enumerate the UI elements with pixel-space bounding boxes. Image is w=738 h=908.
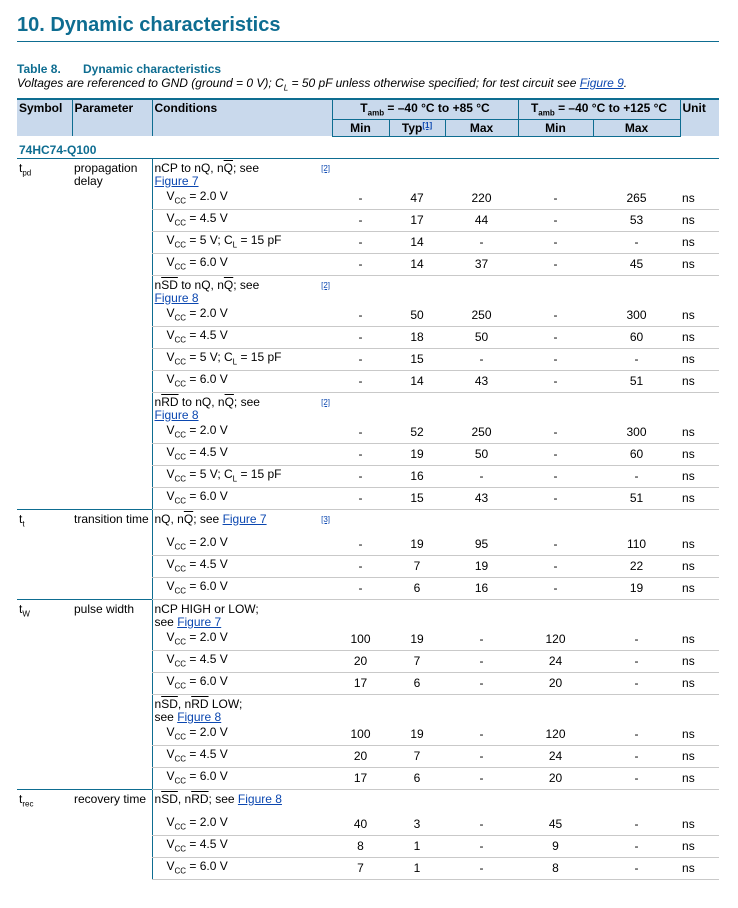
empty-cell [593, 789, 680, 814]
empty-cell [389, 158, 445, 188]
unit-cell: ns [680, 422, 719, 444]
value-min: - [332, 534, 389, 556]
vcc-condition: $V_{CC} = 4.5$ V [152, 443, 332, 465]
unit-cell: ns [680, 209, 719, 231]
table-number: Table 8. [17, 62, 61, 76]
empty-cell [445, 509, 518, 534]
value-min2: - [518, 487, 593, 509]
table-body [17, 136, 719, 879]
empty-cell [593, 158, 680, 188]
header-min: Min [332, 119, 389, 136]
unit-cell: ns [680, 465, 719, 487]
empty-cell [332, 392, 389, 422]
value-max2: 60 [593, 443, 680, 465]
vcc-condition: $V_{CC} = 2.0$ V [152, 305, 332, 327]
unit-cell: ns [680, 487, 719, 509]
value-max2: - [593, 629, 680, 651]
value-typ: 7 [389, 555, 445, 577]
vcc-condition: $V_{CC} = 2.0$ V [152, 724, 332, 746]
condition-row [17, 509, 719, 534]
header-max-125: Max [593, 119, 680, 136]
vcc-condition: $V_{CC} = 6.0$ V [152, 857, 332, 879]
value-min2: - [518, 231, 593, 253]
vcc-condition: $V_{CC} = 5$ V; $C_L = 15$ pF [152, 231, 332, 253]
figure-link[interactable]: Figure 8 [237, 791, 282, 806]
empty-cell [518, 392, 593, 422]
empty-cell [389, 509, 445, 534]
value-max: - [445, 724, 518, 746]
value-typ: 6 [389, 577, 445, 599]
header-conditions: Conditions [152, 99, 332, 136]
value-min: - [332, 422, 389, 444]
value-min2: - [518, 326, 593, 348]
value-max: 43 [445, 487, 518, 509]
parameter-cell: propagation delay [72, 158, 152, 509]
empty-cell [389, 694, 445, 724]
value-max: - [445, 767, 518, 789]
value-min: - [332, 326, 389, 348]
value-typ: 52 [389, 422, 445, 444]
value-min: - [332, 465, 389, 487]
unit-cell: ns [680, 370, 719, 392]
value-max: 95 [445, 534, 518, 556]
empty-cell [389, 275, 445, 305]
value-max: 37 [445, 253, 518, 275]
value-min: 100 [332, 629, 389, 651]
empty-cell [593, 599, 680, 629]
header-min-125: Min [518, 119, 593, 136]
header-tamb-125: $T_{amb} = -40$ °C to +125 °C [518, 99, 680, 119]
value-max: - [445, 857, 518, 879]
value-min2: - [518, 305, 593, 327]
value-min2: - [518, 443, 593, 465]
empty-cell [518, 694, 593, 724]
value-min: - [332, 443, 389, 465]
unit-cell: ns [680, 745, 719, 767]
value-typ: 7 [389, 650, 445, 672]
value-max2: - [593, 465, 680, 487]
figure-link[interactable]: Figure 8 [177, 709, 222, 724]
condition-cell: $n\overline{RD}$ to nQ, $n\overline{Q}$; see Figure 8 [2] [152, 392, 332, 422]
empty-cell [593, 392, 680, 422]
value-max: 50 [445, 326, 518, 348]
value-max2: 110 [593, 534, 680, 556]
empty-cell [445, 275, 518, 305]
value-max: 43 [445, 370, 518, 392]
value-max: 220 [445, 188, 518, 210]
empty-cell [445, 789, 518, 814]
value-typ: 19 [389, 724, 445, 746]
note-ref[interactable]: [3] [321, 514, 330, 524]
value-typ: 19 [389, 443, 445, 465]
empty-cell [680, 599, 719, 629]
value-min: 40 [332, 814, 389, 836]
empty-cell [680, 392, 719, 422]
value-max: - [445, 231, 518, 253]
value-min: - [332, 577, 389, 599]
value-max2: - [593, 650, 680, 672]
vcc-condition: $V_{CC} = 6.0$ V [152, 577, 332, 599]
unit-cell: ns [680, 326, 719, 348]
device-name: 74HC74-Q100 [19, 142, 97, 157]
unit-cell: ns [680, 253, 719, 275]
unit-cell: ns [680, 672, 719, 694]
vcc-condition: $V_{CC} = 4.5$ V [152, 555, 332, 577]
empty-cell [332, 158, 389, 188]
value-min: 8 [332, 835, 389, 857]
empty-cell [389, 599, 445, 629]
value-max: - [445, 465, 518, 487]
value-min: 100 [332, 724, 389, 746]
condition-row [17, 158, 719, 188]
condition-cell: $n\overline{SD}$, $n\overline{RD}$ LOW; see Figure 8 [152, 694, 332, 724]
empty-cell [332, 789, 389, 814]
value-max2: - [593, 857, 680, 879]
value-min: - [332, 305, 389, 327]
value-max: - [445, 348, 518, 370]
value-typ: 19 [389, 629, 445, 651]
vcc-condition: $V_{CC} = 6.0$ V [152, 767, 332, 789]
parameter-cell: recovery time [72, 789, 152, 879]
empty-cell [332, 694, 389, 724]
vcc-condition: $V_{CC} = 2.0$ V [152, 814, 332, 836]
value-min2: - [518, 465, 593, 487]
value-max2: 300 [593, 422, 680, 444]
value-max: - [445, 650, 518, 672]
value-max2: 51 [593, 370, 680, 392]
value-max2: 53 [593, 209, 680, 231]
vcc-condition: $V_{CC} = 4.5$ V [152, 650, 332, 672]
vcc-condition: $V_{CC} = 6.0$ V [152, 370, 332, 392]
value-typ: 50 [389, 305, 445, 327]
section-title: 10. Dynamic characteristics [17, 0, 719, 42]
value-max2: 300 [593, 305, 680, 327]
value-max2: 265 [593, 188, 680, 210]
value-min: - [332, 253, 389, 275]
header-unit: Unit [680, 99, 719, 136]
empty-cell [518, 509, 593, 534]
value-min: 7 [332, 857, 389, 879]
value-max2: - [593, 745, 680, 767]
condition-cell: $n\overline{SD}$ to nQ, $n\overline{Q}$; see Figure 8 [2] [152, 275, 332, 305]
value-max2: 22 [593, 555, 680, 577]
value-typ: 6 [389, 767, 445, 789]
value-max2: - [593, 348, 680, 370]
empty-cell [389, 392, 445, 422]
header-symbol: Symbol [17, 99, 72, 136]
value-min2: 120 [518, 724, 593, 746]
empty-cell [445, 599, 518, 629]
empty-cell [332, 599, 389, 629]
value-max2: 45 [593, 253, 680, 275]
empty-cell [389, 789, 445, 814]
value-min: - [332, 348, 389, 370]
value-typ: 1 [389, 857, 445, 879]
value-typ: 6 [389, 672, 445, 694]
table-note: Voltages are referenced to GND (ground = 0 V); $C_L = 50$ pF unless otherwise specified; for test circuit see Figure 9. [17, 76, 628, 93]
value-min2: - [518, 188, 593, 210]
vcc-condition: $V_{CC} = 2.0$ V [152, 422, 332, 444]
empty-cell [680, 509, 719, 534]
unit-cell: ns [680, 555, 719, 577]
value-min: - [332, 370, 389, 392]
unit-cell: ns [680, 767, 719, 789]
symbol-cell: $t_t$ [17, 509, 72, 599]
header-typ: Typ[1] [389, 119, 445, 136]
symbol-cell: $t_W$ [17, 599, 72, 789]
vcc-condition: $V_{CC} = 4.5$ V [152, 835, 332, 857]
figure-link[interactable]: Figure 8 [154, 407, 199, 422]
empty-cell [593, 694, 680, 724]
figure-link[interactable]: Figure 7 [154, 173, 199, 188]
value-typ: 19 [389, 534, 445, 556]
vcc-condition: $V_{CC} = 6.0$ V [152, 253, 332, 275]
value-max: - [445, 629, 518, 651]
unit-cell: ns [680, 577, 719, 599]
value-min: - [332, 188, 389, 210]
value-typ: 18 [389, 326, 445, 348]
value-min: 17 [332, 672, 389, 694]
condition-row [17, 789, 719, 814]
empty-cell [518, 599, 593, 629]
value-min2: - [518, 370, 593, 392]
empty-cell [332, 509, 389, 534]
vcc-condition: $V_{CC} = 5$ V; $C_L = 15$ pF [152, 348, 332, 370]
empty-cell [593, 509, 680, 534]
unit-cell: ns [680, 188, 719, 210]
value-min2: - [518, 253, 593, 275]
value-min2: 20 [518, 672, 593, 694]
value-min: - [332, 209, 389, 231]
value-min2: - [518, 209, 593, 231]
value-min2: 45 [518, 814, 593, 836]
value-max2: - [593, 672, 680, 694]
value-max2: - [593, 724, 680, 746]
symbol-cell: $t_{rec}$ [17, 789, 72, 879]
table-title: Dynamic characteristics [83, 62, 222, 76]
figure-link[interactable]: Figure 7 [222, 511, 267, 526]
empty-cell [445, 694, 518, 724]
value-min2: 120 [518, 629, 593, 651]
value-min2: - [518, 422, 593, 444]
note-ref[interactable]: [2] [321, 280, 330, 290]
empty-cell [680, 275, 719, 305]
value-typ: 14 [389, 370, 445, 392]
value-max: 16 [445, 577, 518, 599]
value-min: - [332, 231, 389, 253]
value-typ: 47 [389, 188, 445, 210]
value-max2: 60 [593, 326, 680, 348]
unit-cell: ns [680, 857, 719, 879]
header-max: Max [445, 119, 518, 136]
parameter-cell: transition time [72, 509, 152, 599]
value-max: - [445, 835, 518, 857]
value-min2: 24 [518, 650, 593, 672]
header-parameter: Parameter [72, 99, 152, 136]
symbol-cell: $t_{pd}$ [17, 158, 72, 509]
value-min: 17 [332, 767, 389, 789]
unit-cell: ns [680, 348, 719, 370]
value-max2: 19 [593, 577, 680, 599]
unit-cell: ns [680, 835, 719, 857]
value-max: - [445, 814, 518, 836]
empty-cell [518, 275, 593, 305]
condition-cell: nCP HIGH or LOW; see Figure 7 [152, 599, 332, 629]
vcc-condition: $V_{CC} = 4.5$ V [152, 209, 332, 231]
note-ref[interactable]: [2] [321, 163, 330, 173]
parameter-cell: pulse width [72, 599, 152, 789]
value-max2: - [593, 231, 680, 253]
note-ref[interactable]: [2] [321, 397, 330, 407]
value-max2: - [593, 814, 680, 836]
unit-cell: ns [680, 724, 719, 746]
condition-cell: $n\overline{SD}$, $n\overline{RD}$; see Figure 8 [152, 789, 332, 814]
value-typ: 17 [389, 209, 445, 231]
vcc-condition: $V_{CC} = 6.0$ V [152, 672, 332, 694]
value-max2: 51 [593, 487, 680, 509]
vcc-condition: $V_{CC} = 4.5$ V [152, 745, 332, 767]
value-max: - [445, 672, 518, 694]
unit-cell: ns [680, 650, 719, 672]
value-max: 250 [445, 305, 518, 327]
value-max: - [445, 745, 518, 767]
value-typ: 15 [389, 348, 445, 370]
value-min: 20 [332, 650, 389, 672]
empty-cell [680, 694, 719, 724]
figure-9-link[interactable]: Figure 9 [579, 76, 624, 90]
value-typ: 3 [389, 814, 445, 836]
value-max2: - [593, 767, 680, 789]
value-min2: - [518, 534, 593, 556]
value-min2: - [518, 577, 593, 599]
unit-cell: ns [680, 443, 719, 465]
value-max2: - [593, 835, 680, 857]
value-max: 19 [445, 555, 518, 577]
condition-cell: nCP to nQ, $n\overline{Q}$; see Figure 7 [2] [152, 158, 332, 188]
vcc-condition: $V_{CC} = 2.0$ V [152, 188, 332, 210]
empty-cell [445, 158, 518, 188]
unit-cell: ns [680, 534, 719, 556]
unit-cell: ns [680, 814, 719, 836]
empty-cell [680, 789, 719, 814]
value-max: 50 [445, 443, 518, 465]
value-typ: 15 [389, 487, 445, 509]
table-caption [17, 62, 719, 76]
empty-cell [332, 275, 389, 305]
value-min2: 9 [518, 835, 593, 857]
value-max: 250 [445, 422, 518, 444]
figure-link[interactable]: Figure 8 [154, 290, 199, 305]
value-min2: 20 [518, 767, 593, 789]
unit-cell: ns [680, 629, 719, 651]
empty-cell [518, 789, 593, 814]
unit-cell: ns [680, 231, 719, 253]
value-min2: - [518, 348, 593, 370]
value-min2: 8 [518, 857, 593, 879]
value-max: 44 [445, 209, 518, 231]
empty-cell [593, 275, 680, 305]
vcc-condition: $V_{CC} = 2.0$ V [152, 629, 332, 651]
value-min: 20 [332, 745, 389, 767]
condition-cell: nQ, $n\overline{Q}$; see Figure 7 [3] [152, 509, 332, 534]
condition-row [17, 599, 719, 629]
dynamic-characteristics-table [17, 98, 719, 879]
vcc-condition: $V_{CC} = 4.5$ V [152, 326, 332, 348]
vcc-condition: $V_{CC} = 6.0$ V [152, 487, 332, 509]
empty-cell [445, 392, 518, 422]
figure-link[interactable]: Figure 7 [177, 614, 222, 629]
unit-cell: ns [680, 305, 719, 327]
vcc-condition: $V_{CC} = 5$ V; $C_L = 15$ pF [152, 465, 332, 487]
empty-cell [518, 158, 593, 188]
value-typ: 1 [389, 835, 445, 857]
value-min2: - [518, 555, 593, 577]
value-min2: 24 [518, 745, 593, 767]
value-typ: 7 [389, 745, 445, 767]
value-typ: 14 [389, 231, 445, 253]
value-typ: 16 [389, 465, 445, 487]
value-typ: 14 [389, 253, 445, 275]
empty-cell [680, 158, 719, 188]
header-tamb-85: $T_{amb} = -40$ °C to +85 °C [332, 99, 518, 119]
value-min: - [332, 555, 389, 577]
value-min: - [332, 487, 389, 509]
vcc-condition: $V_{CC} = 2.0$ V [152, 534, 332, 556]
